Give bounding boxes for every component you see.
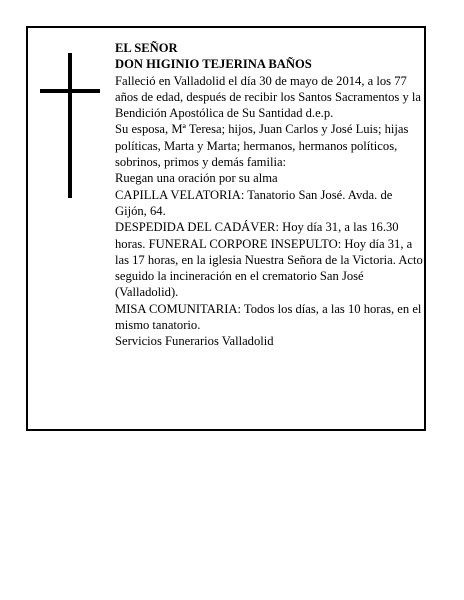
cross-icon <box>40 53 100 198</box>
cross-vertical-bar <box>68 53 72 198</box>
death-paragraph: Falleció en Valladolid el día 30 de mayo de 2014, a los 77 años de edad, después de recibir los Santos Sacramentos y la Bendición Apostólica de Su Santidad d.e.p. <box>115 73 422 121</box>
mass-paragraph: MISA COMUNITARIA: Todos los días, a las 10 horas, en el mismo tanatorio. <box>115 301 422 333</box>
notice-heading: EL SEÑOR <box>115 41 178 55</box>
family-paragraph: Su esposa, Mª Teresa; hijos, Juan Carlos y José Luis; hijas políticas, Marta y Marta; hermanos, hermanos políticos, sobrinos, primos y demás familia: <box>115 122 409 170</box>
funeral-services-line: Servicios Funerarios Valladolid <box>115 334 274 349</box>
notice-text <box>115 40 423 350</box>
cross-horizontal-bar <box>40 89 100 93</box>
funeral-paragraph: DESPEDIDA DEL CADÁVER: Hoy día 31, a las 16.30 horas. FUNERAL CORPORE INSEPULTO: Hoy día 31, a las 17 horas, en la iglesia Nuestra Señora de la Victoria. Acto seguido la incineración en el crematorio San José (Valladolid). <box>115 220 423 300</box>
prayer-line: Ruegan una oración por su alma <box>115 171 278 186</box>
chapel-paragraph: CAPILLA VELATORIA: Tanatorio San José. Avda. de Gijón, 64. <box>115 187 393 218</box>
deceased-name: DON HIGINIO TEJERINA BAÑOS <box>115 57 312 72</box>
obituary-notice <box>26 26 426 431</box>
